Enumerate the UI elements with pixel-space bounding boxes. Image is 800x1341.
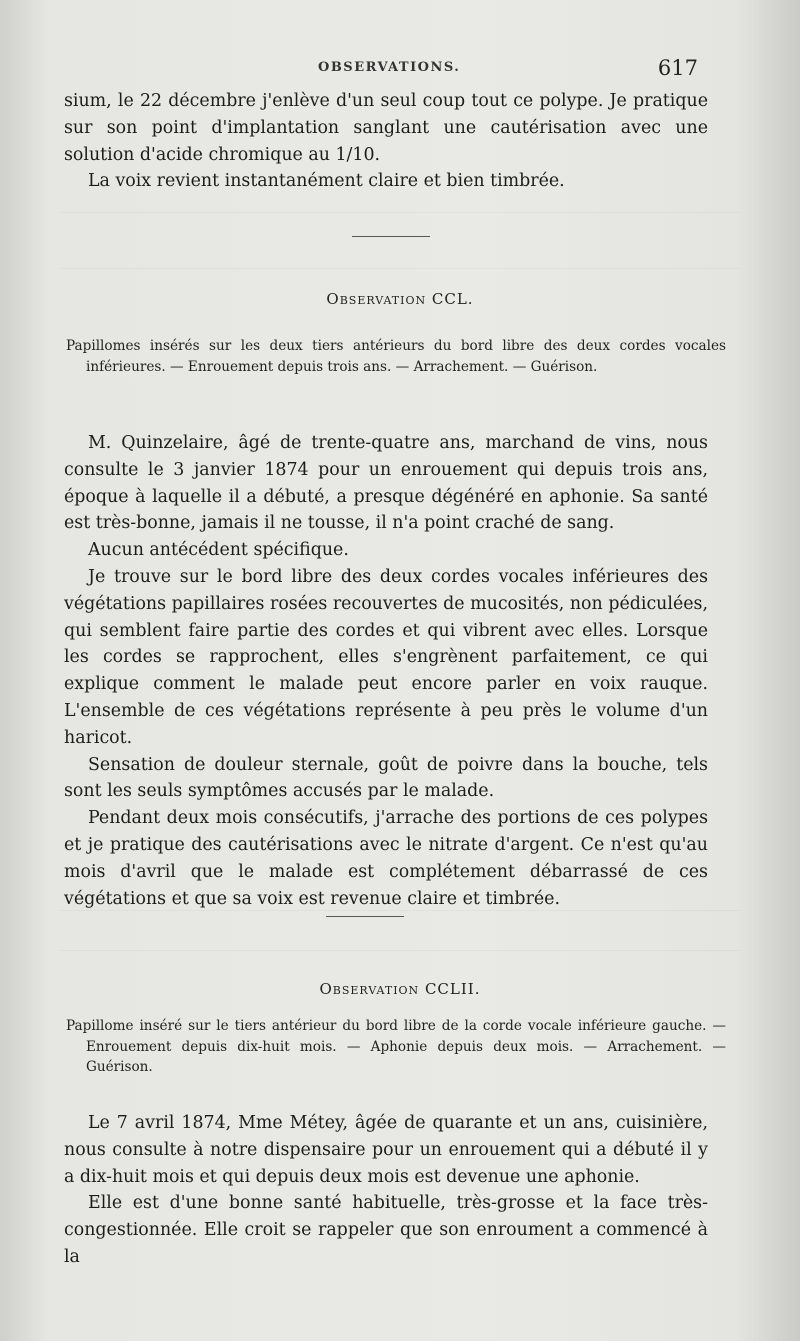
paragraph: Aucun antécédent spécifique. xyxy=(88,540,349,561)
observation-cclii-title: Observation CCLII. xyxy=(319,980,481,998)
section-separator xyxy=(352,236,430,237)
paragraph: Pendant deux mois consécutifs, j'arrache des portions de ces polypes et je pratique des cautérisations avec le nitrate d'argent. Ce n'est qu'au mois d'avril que le malade est complétement débarrassé de ces végétations et que sa voix est revenue claire et timbrée. xyxy=(64,808,708,909)
paragraph: La voix revient instantanément claire et bien timbrée. xyxy=(88,171,565,192)
paragraph: M. Quinzelaire, âgé de trente-quatre ans, marchand de vins, nous consulte le 3 janvier 1874 pour un enrouement qui depuis trois ans, époque à laquelle il a débuté, a presque dégénéré en aphonie. Sa santé est très-bonne, jamais il ne tousse, il n'a point craché de sang. xyxy=(64,433,708,534)
observation-cclii-summary: Papillome inséré sur le tiers antérieur du bord libre de la corde vocale inférieure gauche. — Enrouement depuis dix-huit mois. — Aphonie depuis deux mois. — Arrachement. — Guérison. xyxy=(66,1018,726,1075)
paragraph: Je trouve sur le bord libre des deux cordes vocales inférieures des végétations papillaires rosées recouvertes de mucosités, non pédiculées, qui semblent faire partie des cordes et qui vibrent avec elles. Lorsque les cordes se rapprochent, elles s'engrènent parfaitement, ce qui explique comment le malade peut encore parler en voix rauque. L'ensemble de ces végétations représente à peu près le volume d'un haricot. xyxy=(64,566,708,748)
paragraph: Elle est d'une bonne santé habituelle, très-grosse et la face très-congestionnée. Elle croit se rappeler que son enroument a commencé à la xyxy=(64,1193,708,1267)
paragraph: Le 7 avril 1874, Mme Métey, âgée de quarante et un ans, cuisinière, nous consulte à notre dispensaire pour un enrouement qui a débuté il y a dix-huit mois et qui depuis deux mois est devenue une aphonie. xyxy=(64,1113,708,1187)
observation-ccl-body xyxy=(64,430,708,912)
observation-ccl-title: Observation CCL. xyxy=(326,290,474,308)
paragraph: sium, le 22 décembre j'enlève d'un seul coup tout ce polype. Je pratique sur son point d'implantation sanglant une cautérisation avec une solution d'acide chromique au 1/10. xyxy=(64,91,708,165)
page-number: 617 xyxy=(657,56,698,80)
observation-ccl-summary: Papillomes insérés sur les deux tiers antérieurs du bord libre des deux cordes vocales inférieures. — Enrouement depuis trois ans. — Arrachement. — Guérison. xyxy=(66,338,726,375)
section-separator xyxy=(326,916,404,917)
page-header xyxy=(0,58,800,88)
paragraph: Sensation de douleur sternale, goût de poivre dans la bouche, tels sont les seuls symptômes accusés par le malade. xyxy=(64,754,708,802)
intro-text xyxy=(64,88,708,195)
running-title: OBSERVATIONS. xyxy=(318,60,461,75)
observation-cclii-body xyxy=(64,1110,708,1271)
